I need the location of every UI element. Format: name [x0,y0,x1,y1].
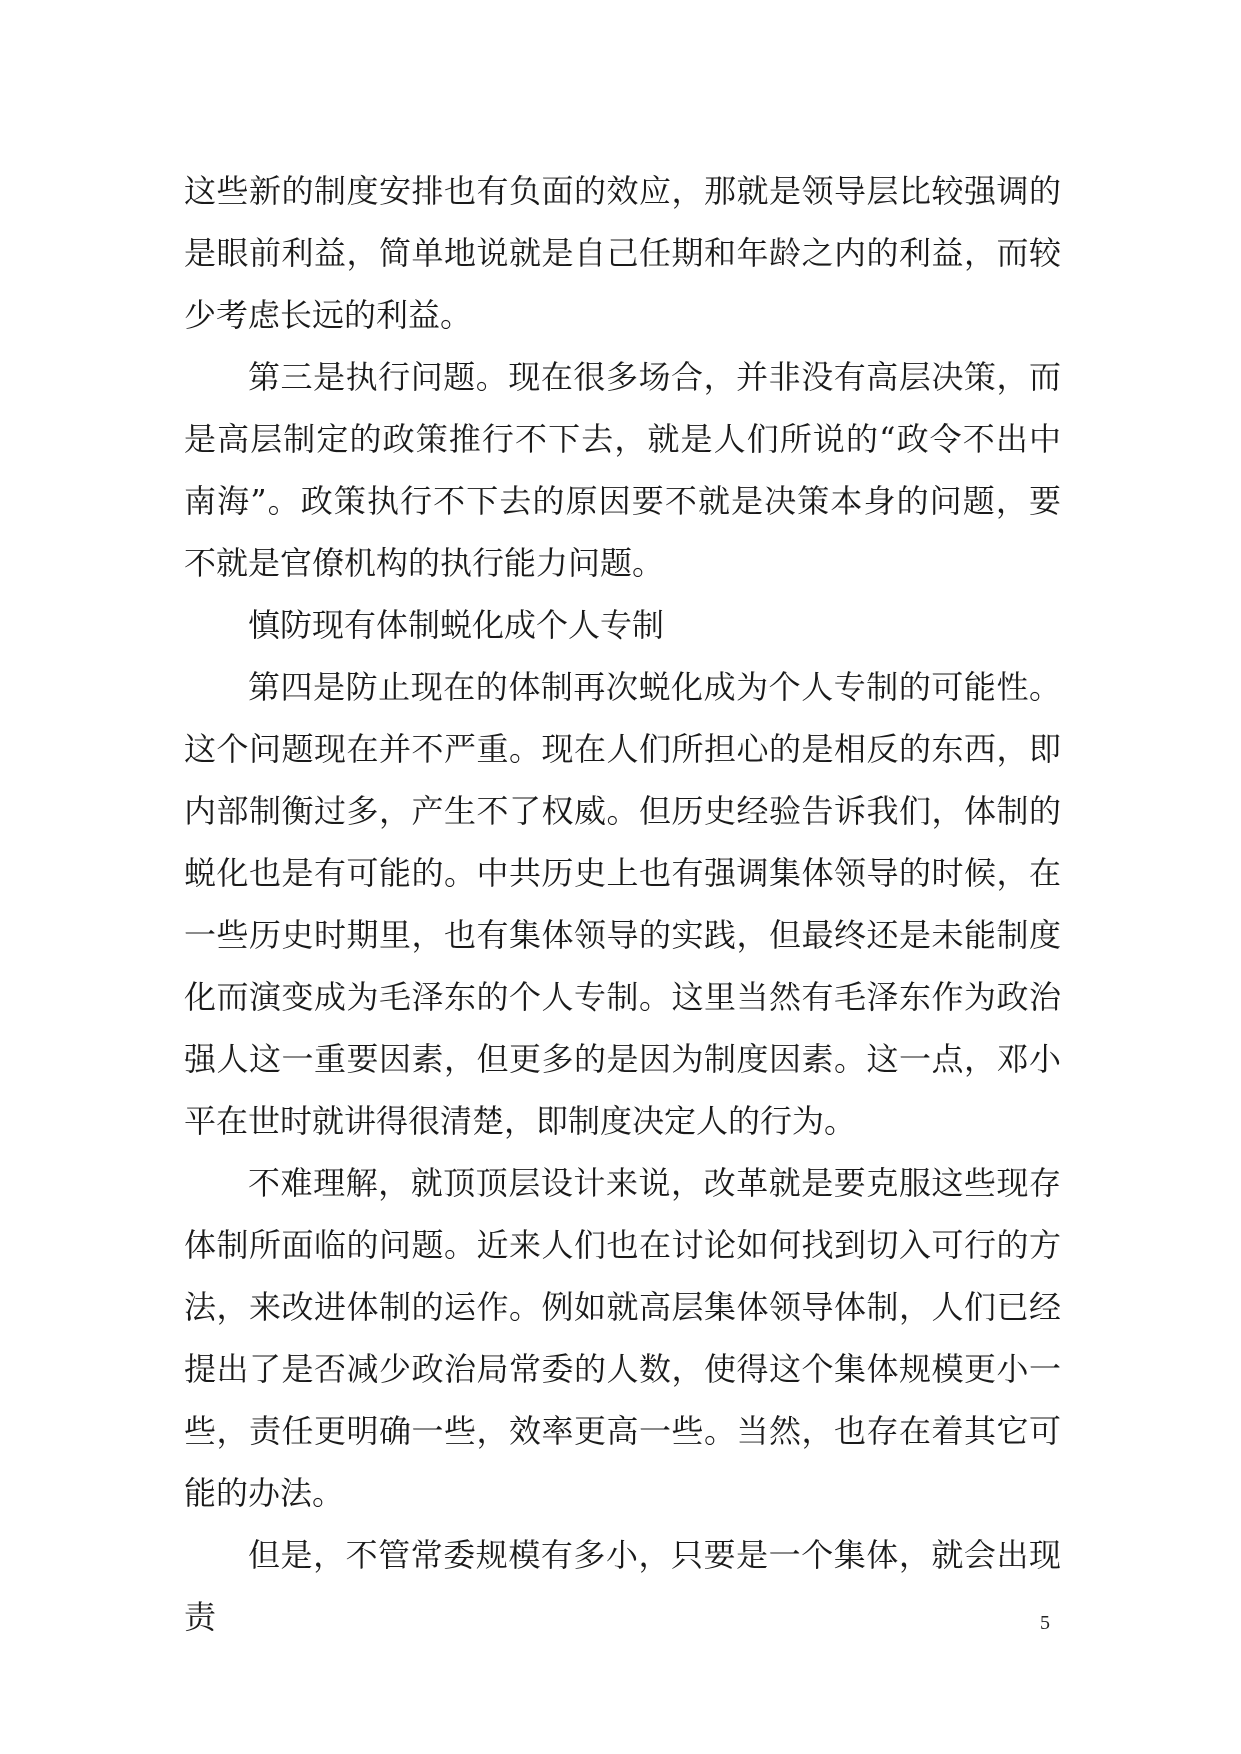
paragraph-execution-issue: 第三是执行问题。现在很多场合，并非没有高层决策，而是高层制定的政策推行不下去，就是人们所说的“政令不出中南海”。政策执行不下去的原因要不就是决策本身的问题，要不就是官僚机构的执行能力问题。 [184,358,1061,582]
paragraph-continuation: 这些新的制度安排也有负面的效应，那就是领导层比较强调的是眼前利益，简单地说就是自己任期和年龄之内的利益，而较少考虑长远的利益。 [184,172,1061,334]
paragraph-autocracy-risk: 第四是防止现在的体制再次蜕化成为个人专制的可能性。这个问题现在并不严重。现在人们所担心的是相反的东西，即内部制衡过多，产生不了权威。但历史经验告诉我们，体制的蜕化也是有可能的。中共历史上也有强调集体领导的时候，在一些历史时期里，也有集体领导的实践，但最终还是未能制度化而演变成为毛泽东的个人专制。这里当然有毛泽东作为政治强人这一重要因素，但更多的是因为制度因素。这一点，邓小平在世时就讲得很清楚，即制度决定人的行为。 [184,668,1061,1140]
paragraph-top-level-design: 不难理解，就顶顶层设计来说，改革就是要克服这些现存体制所面临的问题。近来人们也在讨论如何找到切入可行的方法，来改进体制的运作。例如就高层集体领导体制，人们已经提出了是否减少政治局常委的人数，使得这个集体规模更小一些，责任更明确一些，效率更高一些。当然，也存在着其它可能的办法。 [184,1164,1061,1512]
body-text [184,160,1061,1648]
page-number: 5 [1040,1612,1050,1634]
paragraph-standing-committee: 但是，不管常委规模有多小，只要是一个集体，就会出现责 [184,1536,1061,1636]
section-heading: 慎防现有体制蜕化成个人专制 [248,606,665,644]
